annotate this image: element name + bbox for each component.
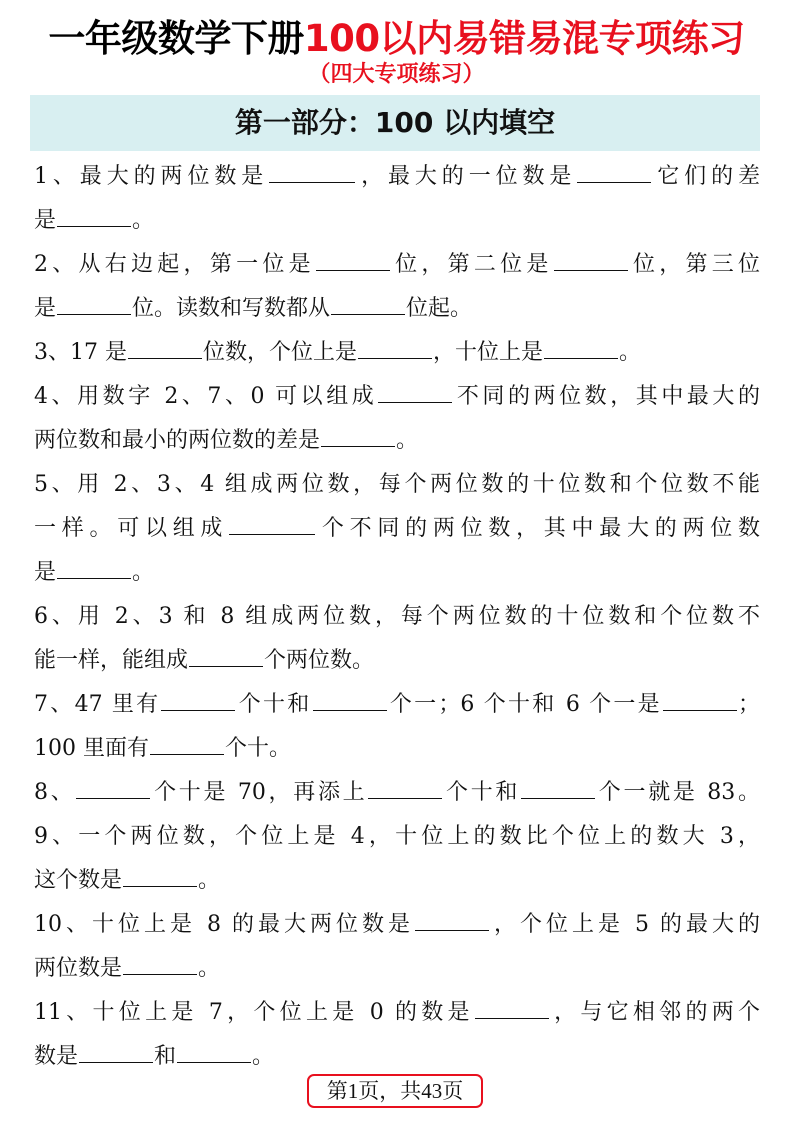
- question-text: 8、: [34, 780, 76, 805]
- question-5-line-2: [34, 507, 760, 551]
- question-text: 是: [34, 560, 57, 585]
- answer-blank[interactable]: [229, 508, 315, 535]
- question-7-line-2: [34, 727, 760, 771]
- question-text: 位，第二位是: [390, 252, 553, 277]
- question-text: 。: [198, 956, 221, 981]
- title-black-part: 一年级数学下册: [48, 17, 304, 60]
- answer-blank[interactable]: [321, 420, 395, 447]
- answer-blank[interactable]: [368, 772, 442, 799]
- question-1-line-1: [34, 155, 760, 199]
- question-text: 7、47 里有: [34, 692, 161, 717]
- question-6-line-1: [34, 595, 760, 639]
- answer-blank[interactable]: [475, 992, 549, 1019]
- question-text: 是: [34, 208, 57, 233]
- answer-blank[interactable]: [123, 948, 197, 975]
- question-text: 2、从右边起，第一位是: [34, 252, 315, 277]
- question-11-line-2: [34, 1035, 760, 1079]
- document-title: [0, 14, 793, 64]
- question-text: 10、十位上是 8 的最大两位数是: [34, 912, 414, 937]
- question-text: 位，第三位: [628, 252, 760, 277]
- answer-blank[interactable]: [79, 1036, 153, 1063]
- question-text: 个十是 70，再添上: [151, 780, 368, 805]
- answer-blank[interactable]: [316, 244, 390, 271]
- question-text: 两位数和最小的两位数的差是: [34, 428, 321, 453]
- question-text: 个不同的两位数，其中最大的两位数: [316, 516, 760, 541]
- question-text: 位数，个位上是: [203, 340, 358, 365]
- question-1-line-2: [34, 199, 760, 243]
- question-text: 这个数是: [34, 868, 123, 893]
- answer-blank[interactable]: [663, 684, 737, 711]
- question-text: 和: [154, 1044, 177, 1069]
- answer-blank[interactable]: [57, 288, 131, 315]
- answer-blank[interactable]: [358, 332, 432, 359]
- answer-blank[interactable]: [544, 332, 618, 359]
- question-text: 9、一个两位数，个位上是 4，十位上的数比个位上的数大 3，: [34, 824, 760, 849]
- question-text: ，最大的一位数是: [356, 164, 577, 189]
- question-text: ，十位上是: [433, 340, 544, 365]
- question-text: 3、17 是: [34, 340, 127, 365]
- question-6-line-2: [34, 639, 760, 683]
- question-8-line-1: [34, 771, 760, 815]
- answer-blank[interactable]: [76, 772, 150, 799]
- answer-blank[interactable]: [331, 288, 405, 315]
- question-text: 100 里面有: [34, 736, 149, 761]
- question-text: 一样。可以组成: [34, 516, 229, 541]
- answer-blank[interactable]: [57, 552, 131, 579]
- question-10-line-1: [34, 903, 760, 947]
- question-text: ，个位上是 5 的最大的: [490, 912, 760, 937]
- question-text: 5、用 2、3、4 组成两位数，每个两位数的十位数和个位数不能: [34, 472, 760, 497]
- question-text: 个一；6 个十和 6 个一是: [387, 692, 662, 717]
- question-text: 。: [132, 560, 155, 585]
- question-2-line-2: [34, 287, 760, 331]
- question-text: 是: [34, 296, 57, 321]
- answer-blank[interactable]: [313, 684, 387, 711]
- question-text: 个十。: [225, 736, 292, 761]
- question-text: 个十和: [443, 780, 521, 805]
- question-11-line-1: [34, 991, 760, 1035]
- answer-blank[interactable]: [269, 156, 355, 183]
- answer-blank[interactable]: [521, 772, 595, 799]
- question-text: ，与它相邻的两个: [549, 1000, 760, 1025]
- answer-blank[interactable]: [554, 244, 628, 271]
- question-text: 。: [396, 428, 419, 453]
- answer-blank[interactable]: [415, 904, 489, 931]
- answer-blank[interactable]: [378, 376, 452, 403]
- question-5-line-1: [34, 463, 760, 507]
- answer-blank[interactable]: [128, 332, 202, 359]
- answer-blank[interactable]: [189, 640, 263, 667]
- question-9-line-2: [34, 859, 760, 903]
- question-text: 6、用 2、3 和 8 组成两位数，每个两位数的十位数和个位数不: [34, 604, 760, 629]
- question-text: 个一就是 83。: [596, 780, 760, 805]
- question-text: 。: [132, 208, 155, 233]
- question-10-line-2: [34, 947, 760, 991]
- page-number-badge: 第1页，共43页: [307, 1074, 483, 1108]
- question-text: 数是: [34, 1044, 79, 1069]
- question-text: 个两位数。: [264, 648, 375, 673]
- question-2-line-1: [34, 243, 760, 287]
- question-text: 。: [252, 1044, 275, 1069]
- question-text: 。: [619, 340, 642, 365]
- question-text: 11、十位上是 7，个位上是 0 的数是: [34, 1000, 474, 1025]
- answer-blank[interactable]: [123, 860, 197, 887]
- question-9-line-1: [34, 815, 760, 859]
- answer-blank[interactable]: [150, 728, 224, 755]
- question-text: 4、用数字 2、7、0 可以组成: [34, 384, 378, 409]
- question-text: 它们的差: [652, 164, 760, 189]
- question-4-line-2: [34, 419, 760, 463]
- question-text: 不同的两位数，其中最大的: [453, 384, 760, 409]
- document-subtitle: （四大专项练习）: [308, 62, 485, 87]
- answer-blank[interactable]: [577, 156, 651, 183]
- question-text: 。: [198, 868, 221, 893]
- question-text: 两位数是: [34, 956, 123, 981]
- answer-blank[interactable]: [57, 200, 131, 227]
- title-red-part: 100以内易错易混专项练习: [303, 17, 745, 60]
- question-text: ；: [737, 692, 760, 717]
- question-text: 能一样，能组成: [34, 648, 189, 673]
- question-7-line-1: [34, 683, 760, 727]
- answer-blank[interactable]: [177, 1036, 251, 1063]
- question-5-line-3: [34, 551, 760, 595]
- question-text: 1、最大的两位数是: [34, 164, 269, 189]
- question-4-line-1: [34, 375, 760, 419]
- question-text: 位。读数和写数都从: [132, 296, 331, 321]
- question-3-line-1: [34, 331, 760, 375]
- answer-blank[interactable]: [161, 684, 235, 711]
- question-text: 位起。: [406, 296, 473, 321]
- section-heading: 第一部分：100 以内填空: [30, 95, 760, 151]
- question-text: 个十和: [236, 692, 312, 717]
